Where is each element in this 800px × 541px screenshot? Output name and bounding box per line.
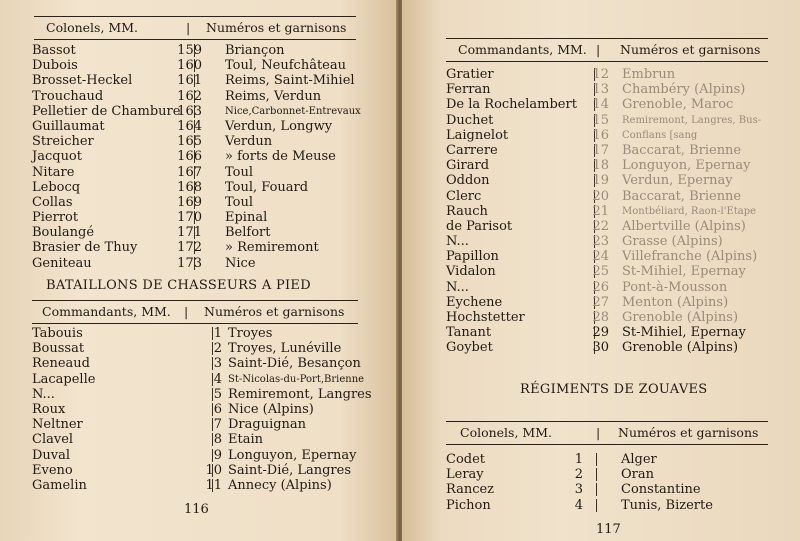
- table-row: [32, 240, 372, 255]
- officer-name: Gratier: [446, 67, 494, 82]
- garrison: Tunis, Bizerte: [621, 497, 713, 513]
- officer-name: Brosset-Heckel: [32, 73, 133, 89]
- officer-name: Gamelin: [32, 477, 87, 493]
- unit-number: 3: [213, 356, 222, 372]
- table-row: [446, 113, 791, 128]
- officer-name: Bassot: [32, 43, 76, 58]
- officer-name: Vidalon: [446, 264, 496, 280]
- table-row: [446, 173, 791, 188]
- unit-number: 18: [592, 158, 609, 174]
- table-row: [446, 143, 791, 158]
- officer-name: Geniteau: [32, 255, 92, 271]
- unit-number: 161: [177, 73, 202, 89]
- unit-number: 7: [213, 417, 222, 433]
- officer-name: Roux: [32, 401, 66, 417]
- table-row: [32, 225, 372, 240]
- garrison: » forts de Meuse: [225, 149, 336, 165]
- unit-number: 165: [177, 134, 202, 150]
- unit-number: 173: [177, 255, 202, 271]
- garrison: Briançon: [225, 43, 285, 58]
- unit-number: 14: [592, 97, 609, 113]
- table-row: [32, 463, 372, 478]
- table-row: [32, 372, 372, 387]
- column-separator: |: [186, 20, 191, 35]
- unit-number: 2: [213, 341, 222, 357]
- table-row: [32, 134, 372, 149]
- officer-name: Papillon: [446, 249, 499, 265]
- table-row: [446, 82, 791, 97]
- column-header-colonels: Colonels, MM.: [46, 20, 138, 35]
- colonels-table-header: [34, 16, 356, 40]
- officer-name: Duchet: [446, 112, 494, 128]
- officer-name: Carrere: [446, 142, 498, 158]
- table-row: [446, 97, 791, 112]
- garrison: Toul, Neufchâteau: [225, 58, 346, 74]
- table-row: [32, 89, 372, 104]
- table-row: [32, 326, 372, 341]
- unit-number: 168: [177, 179, 202, 195]
- garrison: Constantine: [621, 482, 701, 498]
- officer-name: Duval: [32, 447, 71, 463]
- garrison: Troyes, Lunéville: [228, 341, 342, 357]
- unit-number: 25: [592, 264, 609, 280]
- table-row: [446, 467, 791, 482]
- table-row: [446, 498, 791, 513]
- table-row: [32, 43, 372, 58]
- garrison: Reims, Saint-Mihiel: [225, 73, 355, 89]
- table-row: [446, 325, 791, 340]
- garrison: Menton (Alpins): [622, 294, 729, 310]
- unit-number: 23: [592, 234, 609, 250]
- garrison: Toul: [225, 164, 254, 180]
- unit-number: 171: [177, 225, 202, 241]
- officer-name: Rancez: [446, 482, 495, 498]
- table-row: [446, 128, 791, 143]
- garrison: Grenoble (Alpins): [622, 310, 739, 325]
- officer-name: Girard: [446, 158, 490, 174]
- officer-name: Brasier de Thuy: [32, 240, 138, 256]
- table-row: [32, 195, 372, 210]
- garrison: Verdun, Longwy: [225, 118, 333, 134]
- garrison: Remiremont, Langres: [228, 386, 372, 402]
- section-title-zouaves: RÉGIMENTS DE ZOUAVES: [520, 382, 708, 397]
- table-row: [446, 204, 791, 219]
- garrison: Oran: [621, 467, 654, 483]
- table-row: [32, 58, 372, 73]
- garrison: Troyes: [228, 326, 273, 341]
- garrison: Alger: [621, 452, 657, 467]
- officer-name: N...: [446, 234, 469, 250]
- officer-name: Eychene: [446, 294, 503, 310]
- garrison: St-Mihiel, Epernay: [622, 264, 746, 280]
- officer-name: Boussat: [32, 341, 85, 357]
- unit-number: 4: [213, 371, 222, 387]
- commandants-table-header: [446, 38, 768, 62]
- page-number: 117: [596, 522, 621, 537]
- commandants-list: [32, 326, 372, 493]
- garrison: Baccarat, Brienne: [622, 188, 742, 204]
- column-header-garrisons: Numéros et garnisons: [620, 42, 761, 57]
- garrison: Montbéliard, Raon-l'Etape: [622, 205, 757, 217]
- garrison: Baccarat, Brienne: [622, 142, 742, 158]
- unit-number: 24: [592, 249, 609, 265]
- unit-number: 13: [592, 82, 609, 98]
- garrison: Verdun: [225, 134, 273, 150]
- officer-name: Codet: [446, 452, 486, 467]
- garrison: Saint-Dié, Besançon: [228, 356, 361, 372]
- table-row: [32, 341, 372, 356]
- garrison: St-Mihiel, Epernay: [622, 325, 746, 341]
- unit-number: 5: [213, 386, 222, 402]
- column-rule: [596, 468, 597, 481]
- table-row: [446, 219, 791, 234]
- column-header-garrisons: Numéros et garnisons: [204, 304, 345, 319]
- unit-number: 167: [177, 164, 202, 180]
- table-row: [32, 256, 372, 271]
- unit-number: 164: [177, 118, 202, 134]
- table-row: [32, 210, 372, 225]
- column-separator: |: [596, 42, 601, 57]
- garrison: Toul: [225, 194, 254, 210]
- officer-name: Lebocq: [32, 179, 81, 195]
- section-title-chasseurs: BATAILLONS DE CHASSEURS A PIED: [46, 278, 311, 293]
- garrison: Chambéry (Alpins): [622, 82, 746, 98]
- table-row: [32, 180, 372, 195]
- column-header-commandants: Commandants, MM.: [42, 304, 171, 319]
- garrison: Reims, Verdun: [225, 88, 322, 104]
- table-row: [446, 295, 791, 310]
- unit-number: 4: [574, 497, 583, 513]
- officer-name: N...: [32, 386, 55, 402]
- garrison: Villefranche (Alpins): [622, 249, 758, 265]
- officer-name: Nitare: [32, 164, 75, 180]
- unit-number: 20: [592, 188, 609, 204]
- garrison: Grenoble, Maroc: [622, 97, 734, 113]
- right-page: [402, 0, 800, 541]
- unit-number: 9: [213, 447, 222, 463]
- garrison: Toul, Fouard: [225, 179, 309, 195]
- garrison: St-Nicolas-du-Port,Brienne: [228, 373, 365, 385]
- unit-number: 19: [592, 173, 609, 189]
- table-row: [32, 165, 372, 180]
- left-page: [0, 0, 398, 541]
- garrison: Draguignan: [228, 417, 307, 433]
- garrison: Verdun, Epernay: [622, 173, 733, 189]
- colonels-list: [446, 452, 791, 513]
- garrison: Etain: [228, 432, 263, 448]
- officer-name: Pichon: [446, 497, 491, 513]
- officer-name: Clavel: [32, 432, 74, 448]
- garrison: Conflans [sang: [622, 129, 698, 141]
- unit-number: 8: [213, 432, 222, 448]
- officer-name: Oddon: [446, 173, 490, 189]
- table-row: [446, 452, 791, 467]
- officer-name: Leray: [446, 467, 484, 483]
- garrison: Epinal: [225, 210, 268, 226]
- commandants-table-header: [32, 300, 358, 324]
- garrison: Remiremont, Langres, Bus-: [622, 114, 762, 126]
- garrison: Albertville (Alpins): [622, 218, 746, 234]
- garrison: Nice (Alpins): [228, 401, 314, 417]
- garrison: Belfort: [225, 225, 271, 241]
- garrison: Annecy (Alpins): [228, 477, 332, 493]
- unit-number: 26: [592, 279, 609, 295]
- table-row: [446, 310, 791, 325]
- unit-number: 16: [592, 127, 609, 143]
- unit-number: 12: [592, 67, 609, 82]
- table-row: [32, 402, 372, 417]
- table-row: [446, 234, 791, 249]
- table-row: [446, 67, 791, 82]
- unit-number: 166: [177, 149, 202, 165]
- unit-number: 170: [177, 210, 202, 226]
- officer-name: Collas: [32, 194, 73, 210]
- column-rule: [596, 483, 597, 496]
- table-row: [32, 356, 372, 371]
- unit-number: 17: [592, 142, 609, 158]
- garrison: Nice,Carbonnet-Entrevaux: [225, 105, 361, 117]
- colonels-table-header: [446, 421, 768, 445]
- officer-name: N...: [446, 279, 469, 295]
- garrison: Longuyon, Epernay: [228, 447, 357, 463]
- table-row: [32, 149, 372, 164]
- unit-number: 21: [592, 203, 609, 219]
- officer-name: Rauch: [446, 203, 488, 219]
- officer-name: Guillaumat: [32, 118, 105, 134]
- unit-number: 6: [213, 401, 222, 417]
- unit-number: 2: [574, 467, 583, 483]
- unit-number: 1: [213, 326, 222, 341]
- table-row: [32, 432, 372, 447]
- unit-number: 30: [592, 340, 609, 356]
- unit-number: 11: [205, 477, 222, 493]
- unit-number: 160: [177, 58, 202, 74]
- unit-number: 1: [574, 452, 583, 467]
- table-row: [446, 264, 791, 279]
- unit-number: 163: [177, 103, 202, 119]
- table-row: [32, 104, 372, 119]
- unit-number: 28: [592, 310, 609, 325]
- officer-name: Neltner: [32, 417, 83, 433]
- garrison: Saint-Dié, Langres: [228, 462, 351, 478]
- officer-name: Trouchaud: [32, 88, 104, 104]
- garrison: Longuyon, Epernay: [622, 158, 751, 174]
- unit-number: 169: [177, 194, 202, 210]
- officer-name: Goybet: [446, 340, 493, 356]
- garrison: Grasse (Alpins): [622, 234, 723, 250]
- column-separator: |: [184, 304, 189, 319]
- unit-number: 29: [592, 325, 609, 341]
- unit-number: 22: [592, 218, 609, 234]
- column-separator: |: [596, 425, 601, 440]
- column-header-garrisons: Numéros et garnisons: [206, 20, 347, 35]
- officer-name: Tabouis: [32, 326, 83, 341]
- officer-name: Ferran: [446, 82, 491, 98]
- officer-name: Hochstetter: [446, 310, 525, 325]
- officer-name: Reneaud: [32, 356, 90, 372]
- officer-name: Tanant: [446, 325, 492, 341]
- table-row: [32, 73, 372, 88]
- unit-number: 3: [574, 482, 583, 498]
- unit-number: 172: [177, 240, 202, 256]
- commandants-list: [446, 67, 791, 356]
- unit-number: 159: [177, 43, 202, 58]
- table-row: [446, 482, 791, 497]
- column-header-garrisons: Numéros et garnisons: [618, 425, 759, 440]
- officer-name: De la Rochelambert: [446, 97, 577, 113]
- garrison: Nice: [225, 255, 256, 271]
- table-row: [32, 478, 372, 493]
- unit-number: 15: [592, 112, 609, 128]
- officer-name: Boulangé: [32, 225, 95, 241]
- officer-name: Laignelot: [446, 127, 509, 143]
- officer-name: Streicher: [32, 134, 94, 150]
- officer-name: Clerc: [446, 188, 482, 204]
- table-row: [32, 119, 372, 134]
- officer-name: Jacquot: [32, 149, 82, 165]
- unit-number: 162: [177, 88, 202, 104]
- table-row: [446, 249, 791, 264]
- column-rule: [596, 453, 597, 466]
- officer-name: Pelletier de Chambure: [32, 103, 181, 119]
- officer-name: Lacapelle: [32, 371, 96, 387]
- officer-name: Pierrot: [32, 210, 79, 226]
- garrison: Pont-à-Mousson: [622, 279, 728, 295]
- column-header-colonels: Colonels, MM.: [460, 425, 552, 440]
- page-number: 116: [184, 502, 209, 517]
- unit-number: 27: [592, 294, 609, 310]
- column-header-commandants: Commandants, MM.: [458, 42, 587, 57]
- table-row: [32, 448, 372, 463]
- table-row: [446, 280, 791, 295]
- table-row: [32, 387, 372, 402]
- table-row: [446, 158, 791, 173]
- garrison: Grenoble (Alpins): [622, 340, 739, 356]
- colonels-list: [32, 43, 372, 271]
- table-row: [446, 189, 791, 204]
- garrison: Embrun: [622, 67, 676, 82]
- officer-name: Eveno: [32, 462, 73, 478]
- table-row: [32, 417, 372, 432]
- garrison: » Remiremont: [225, 240, 319, 256]
- unit-number: 10: [205, 462, 222, 478]
- officer-name: Dubois: [32, 58, 78, 74]
- table-row: [446, 340, 791, 355]
- officer-name: de Parisot: [446, 218, 513, 234]
- column-rule: [596, 499, 597, 512]
